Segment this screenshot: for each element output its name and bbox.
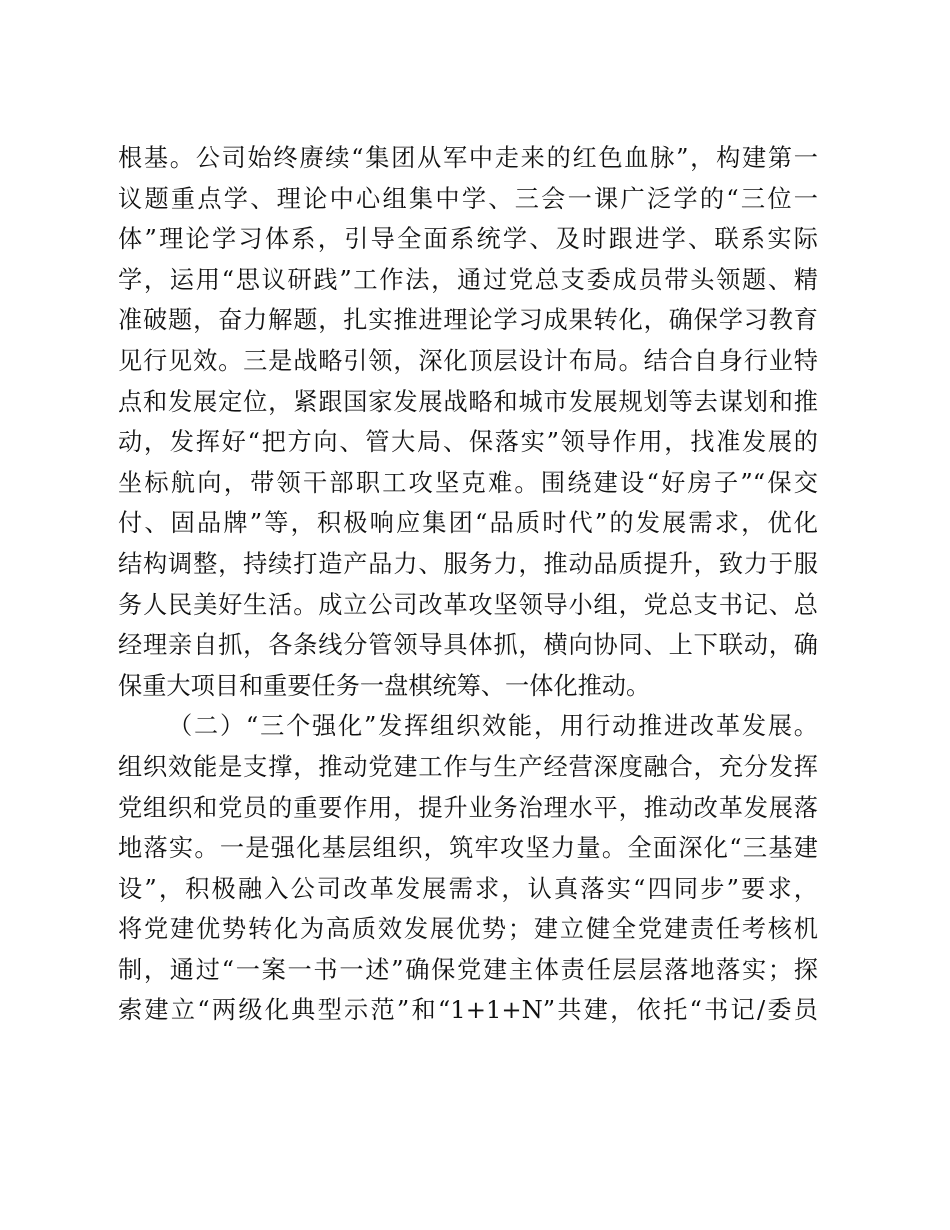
- text-line: 准破题，奋力解题，扎实推进理论学习成果转化，确保学习教育: [118, 306, 818, 335]
- text-line: 将党建优势转化为高质效发展优势；建立健全党建责任考核机: [118, 915, 818, 944]
- text-line: 党组织和党员的重要作用，提升业务治理水平，推动改革发展落: [118, 793, 818, 822]
- text-line: 结构调整，持续打造产品力、服务力，推动品质提升，致力于服: [118, 549, 818, 578]
- text-line: 制，通过“一案一书一述”确保党建主体责任层层落地落实；探: [118, 955, 818, 984]
- text-line: 经理亲自抓，各条线分管领导具体抓，横向协同、上下联动，确: [118, 631, 818, 660]
- document-body: [118, 138, 818, 1031]
- text-line: 根基。公司始终赓续“集团从军中走来的红色血脉”，构建第一: [118, 144, 818, 172]
- text-line: 保重大项目和重要任务一盘棋统筹、一体化推动。: [118, 671, 651, 700]
- text-line: 学，运用“思议研践”工作法，通过党总支委成员带头领题、精: [118, 265, 818, 294]
- text-line: 设”，积极融入公司改革发展需求，认真落实“四同步”要求，: [118, 874, 818, 903]
- text-line: 付、固品牌”等，积极响应集团“品质时代”的发展需求，优化: [118, 509, 818, 538]
- section-heading: （二）“三个强化”发挥组织效能，用行动推进改革发展。: [168, 712, 818, 741]
- text-line: 务人民美好生活。成立公司改革攻坚领导小组，党总支书记、总: [118, 590, 818, 619]
- text-line: 坐标航向，带领干部职工攻坚克难。围绕建设“好房子”“保交: [118, 468, 818, 497]
- text-line: 组织效能是支撑，推动党建工作与生产经营深度融合，充分发挥: [118, 752, 818, 781]
- text-line: 议题重点学、理论中心组集中学、三会一课广泛学的“三位一: [118, 184, 818, 213]
- text-line: 点和发展定位，紧跟国家发展战略和城市发展规划等去谋划和推: [118, 387, 818, 416]
- text-line: 体”理论学习体系，引导全面系统学、及时跟进学、联系实际: [118, 225, 818, 254]
- text-line: 索建立“两级化典型示范”和“1+1+N”共建，依托“书记/委员: [118, 996, 818, 1025]
- text-line: 地落实。一是强化基层组织，筑牢攻坚力量。全面深化“三基建: [118, 834, 818, 863]
- text-line: 见行见效。三是战略引领，深化顶层设计布局。结合自身行业特: [118, 346, 818, 375]
- text-line: 动，发挥好“把方向、管大局、保落实”领导作用，找准发展的: [118, 428, 818, 457]
